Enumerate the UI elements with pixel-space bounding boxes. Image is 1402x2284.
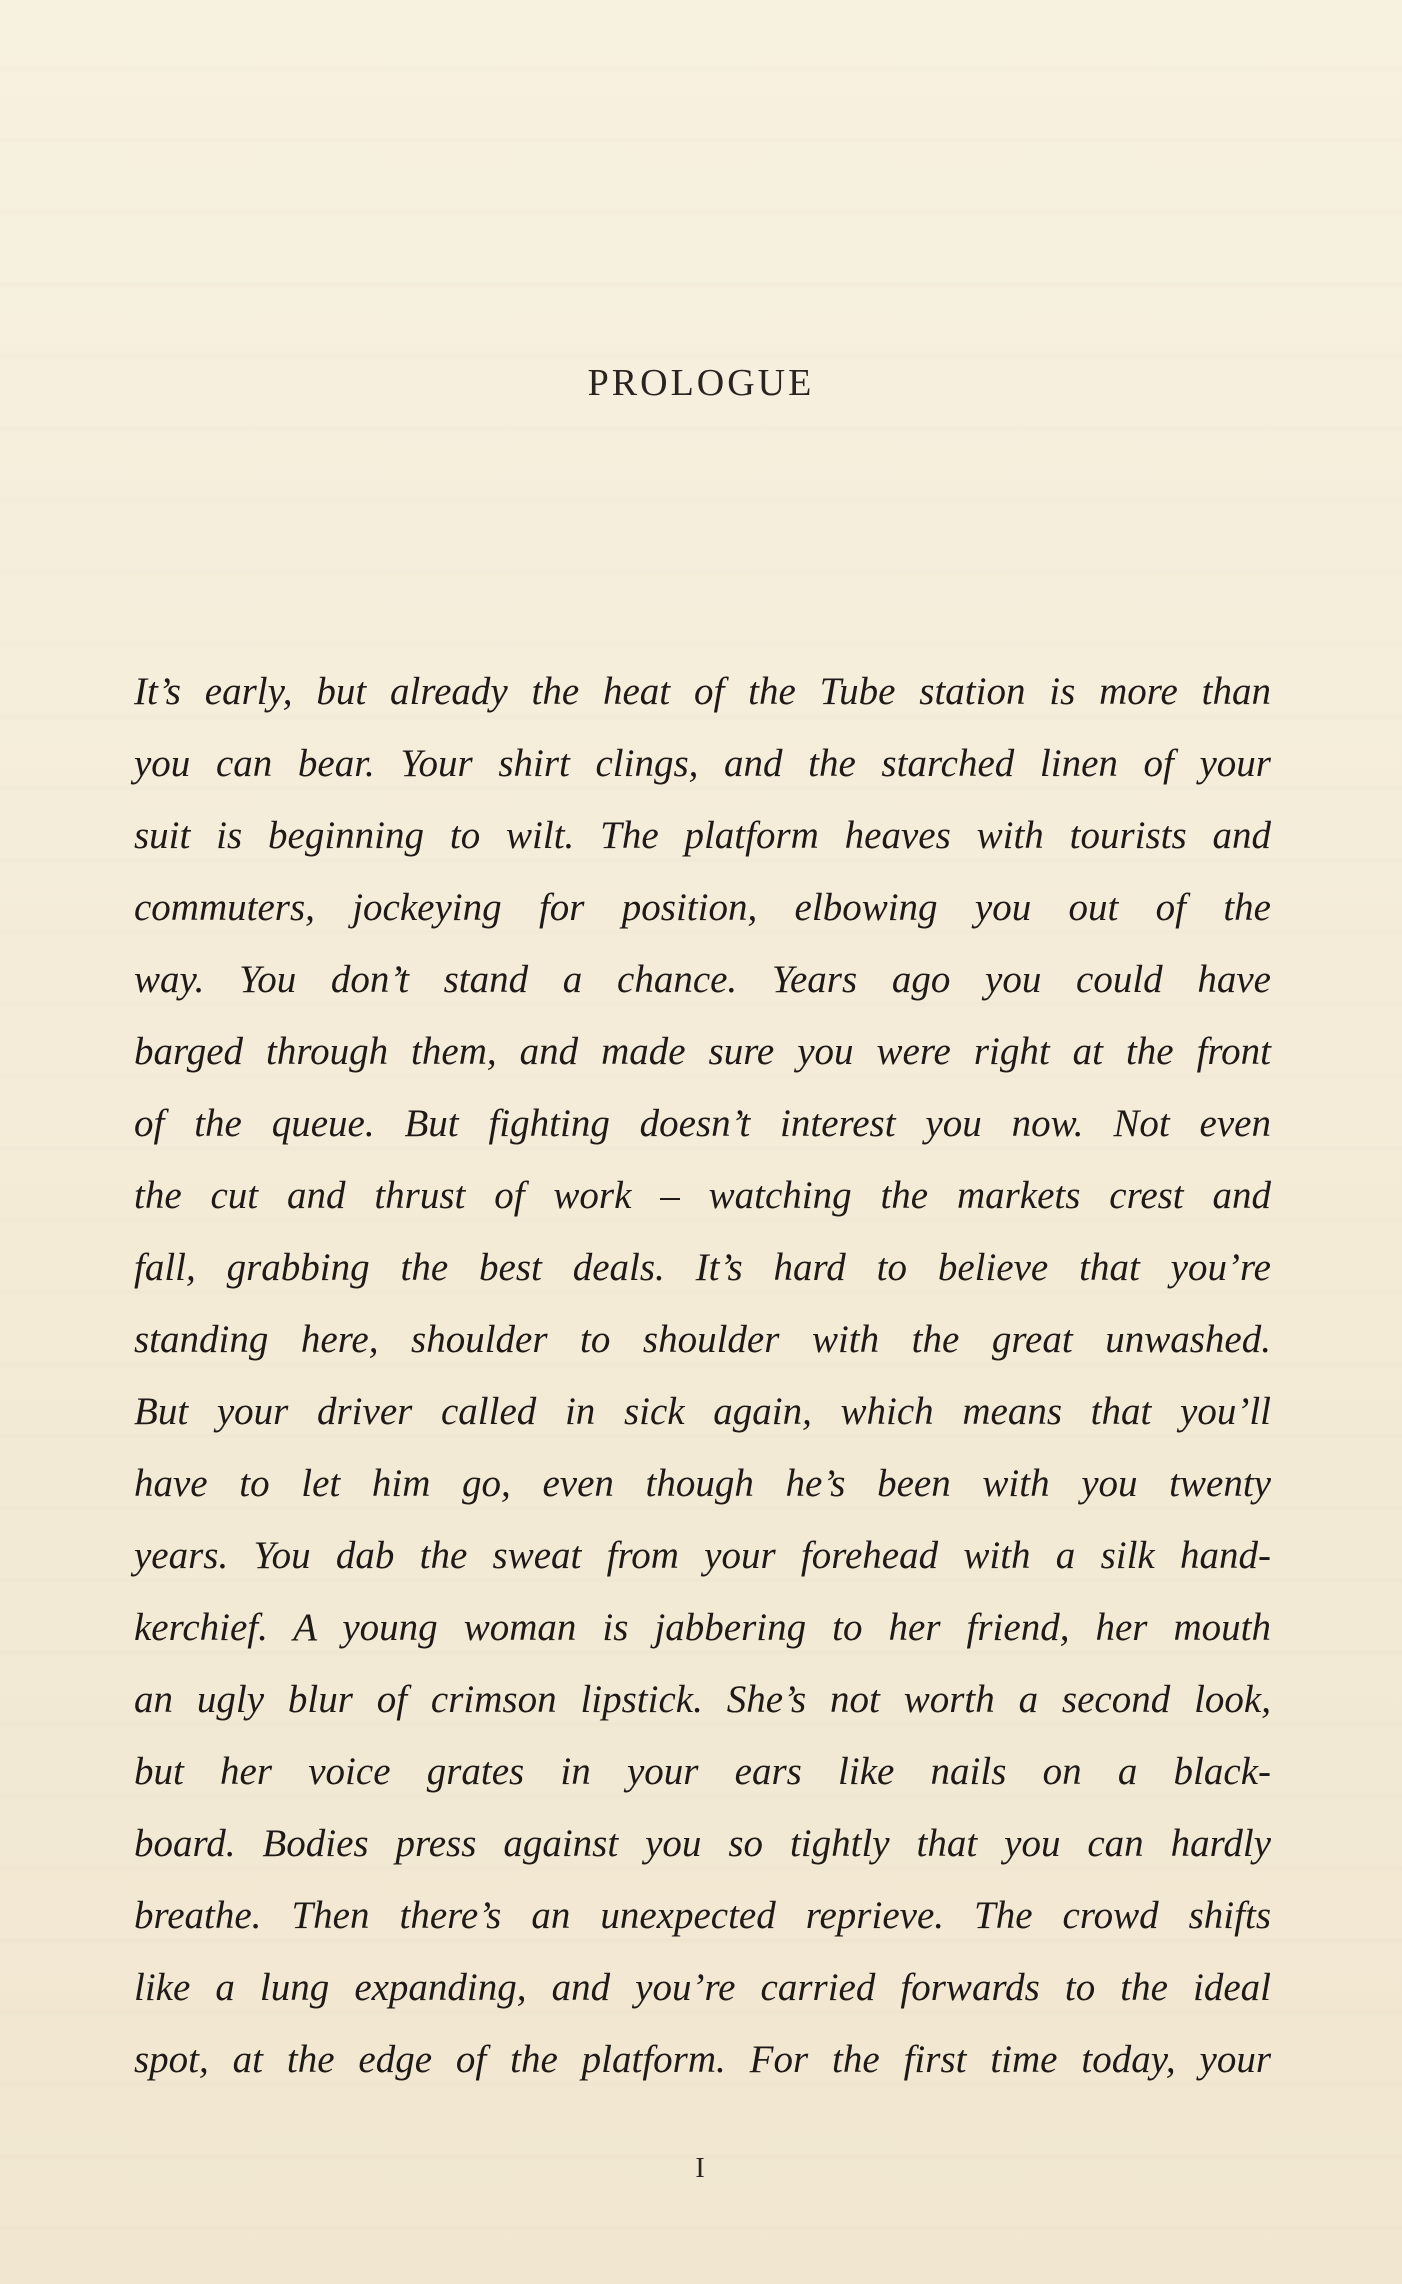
text-line: spot, at the edge of the platform. For the first time today, your [134,2038,1271,2081]
text-line: fall, grabbing the best deals. It’s hard to believe that you’re [134,1246,1271,1289]
text-line: commuters, jockeying for position, elbowing you out of the [134,886,1271,929]
text-line: kerchief. A young woman is jabbering to her friend, her mouth [134,1606,1271,1649]
text-line: But your driver called in sick again, which means that you’ll [134,1390,1271,1433]
text-line: years. You dab the sweat from your forehead with a silk hand- [134,1534,1271,1577]
prologue-text [134,656,1271,2096]
text-line: you can bear. Your shirt clings, and the starched linen of your [134,742,1271,785]
text-line: standing here, shoulder to shoulder with the great unwashed. [134,1318,1271,1361]
text-line: of the queue. But fighting doesn’t interest you now. Not even [134,1102,1271,1145]
text-line: an ugly blur of crimson lipstick. She’s not worth a second look, [134,1678,1271,1721]
text-line: have to let him go, even though he’s been with you twenty [134,1462,1271,1505]
text-line: breathe. Then there’s an unexpected reprieve. The crowd shifts [134,1894,1271,1937]
text-line: board. Bodies press against you so tightly that you can hardly [134,1822,1271,1865]
text-line: like a lung expanding, and you’re carried forwards to the ideal [134,1966,1271,2009]
text-line: way. You don’t stand a chance. Years ago you could have [134,958,1271,1001]
text-line: barged through them, and made sure you were right at the front [134,1030,1271,1073]
text-line: suit is beginning to wilt. The platform heaves with tourists and [134,814,1271,857]
page-number: I [695,2153,707,2184]
chapter-title: PROLOGUE [587,362,815,404]
text-line: It’s early, but already the heat of the Tube station is more than [134,670,1271,713]
text-line: the cut and thrust of work – watching the markets crest and [134,1174,1271,1217]
text-line: but her voice grates in your ears like nails on a black- [134,1750,1271,1793]
